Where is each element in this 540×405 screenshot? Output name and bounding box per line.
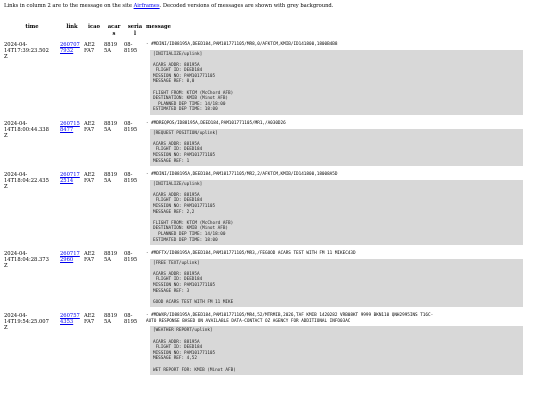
header-acars: acar s bbox=[107, 24, 121, 37]
row-link[interactable]: 260717 2960 bbox=[60, 251, 80, 264]
row-time: 2024-04- 14T18:04:28.373 Z bbox=[4, 251, 49, 270]
messages-table bbox=[4, 24, 524, 375]
row-icao: AE2 FA7 bbox=[84, 313, 95, 326]
header-time: time bbox=[25, 24, 39, 30]
row-message bbox=[146, 42, 524, 115]
row-time: 2024-04- 14T18:00:44.338 Z bbox=[4, 121, 49, 140]
decoded-message: [INITIALIZE/uplink] ACARS ADDR: 88195A FLIGHT ID: DEED184 MISSION NO: PAM101771105 MESSAGE REF: 2,2 FLIGHT FROM: KTCM (McChord AFB) DESTINATION: KMIB (Minot AFB) PLANNED DEP TIME: 14/18:00 ESTIMATED DEP TIME: 18:00 bbox=[150, 180, 523, 246]
decoded-message: [WEATHER REPORT/uplink] ACARS ADDR: 88195A FLIGHT ID: DEED184 MISSION NO: PAM101771105 MESSAGE REF: 4,52 WET REPORT FOR: KMIB (Minot AFB) bbox=[150, 326, 523, 375]
row-icao: AE2 FA7 bbox=[84, 251, 95, 264]
row-message bbox=[146, 251, 524, 307]
row-acars: 8819 5A bbox=[104, 251, 118, 264]
row-message bbox=[146, 313, 524, 375]
row-serial: 08- 8195 bbox=[124, 172, 138, 185]
header-message: message bbox=[146, 24, 171, 30]
row-link[interactable]: 260715 8477 bbox=[60, 121, 80, 134]
table-row bbox=[4, 121, 524, 166]
row-time: 2024-04- 14T19:54:25.007 Z bbox=[4, 313, 49, 332]
raw-message: - #MDINI/ID88195A,DEED184,PAM101771105/MR2,2/AFKTCM,KMIB/ID141800,18008A5D bbox=[146, 172, 338, 178]
row-icao: AE2 FA7 bbox=[84, 121, 95, 134]
row-serial: 08- 8195 bbox=[124, 313, 138, 326]
table-row bbox=[4, 172, 524, 245]
row-serial: 08- 8195 bbox=[124, 251, 138, 264]
header-serial: seria l bbox=[127, 24, 143, 37]
decoded-message: [REQUEST POSITION/uplink] ACARS ADDR: 88195A FLIGHT ID: DEED184 MISSION NO: PAM101771105 MESSAGE REF: 1 bbox=[150, 129, 523, 167]
header-icao: icao bbox=[88, 24, 100, 30]
raw-message: - #MDINI/ID88195A,DEED184,PAM101771105/MR8,0/AFKTCM,KMIB/ID141800,1800B4B8 bbox=[146, 42, 338, 47]
table-row bbox=[4, 313, 524, 375]
table-row bbox=[4, 251, 524, 307]
airframes-link[interactable]: Airframes bbox=[133, 3, 160, 9]
row-serial: 08- 8195 bbox=[124, 42, 138, 54]
row-icao: AE2 FA7 bbox=[84, 172, 95, 185]
intro-after: . Decoded versions of messages are shown with grey background. bbox=[159, 3, 334, 9]
raw-message: - #MDFTX/ID88195A,DEED184,PAM101771105/MR3,/FEGOOD ACARS TEST WITH FM 11 MIKEC43D bbox=[146, 251, 356, 257]
intro-text bbox=[4, 3, 333, 9]
table-header-row bbox=[4, 24, 524, 42]
row-time: 2024-04- 14T18:04:22.435 Z bbox=[4, 172, 49, 191]
raw-message: - #MDWXR/ID88195A,DEED184,PAM101771105/MR4,52/MTRMIB,2026,TAF KMIB 1420282 VRB08KT 9999 BKN110 QNH2995INS T16C- AUTO RESPONSE BASED ON AVAILABLE DATA-CONTACT OZ AGENCY FOR ADDITIONAL INFO03AC bbox=[146, 313, 434, 324]
row-link[interactable]: 260707 7932 bbox=[60, 42, 80, 54]
row-icao: AE2 FA7 bbox=[84, 42, 95, 54]
intro-before: Links in column 2 are to the message on the site bbox=[4, 3, 134, 9]
row-time: 2024-04- 14T17:39:23.502 Z bbox=[4, 42, 49, 60]
row-acars: 8819 5A bbox=[104, 172, 118, 185]
row-acars: 8819 5A bbox=[104, 42, 118, 54]
row-link[interactable]: 260757 4353 bbox=[60, 313, 80, 326]
decoded-message: [FREE TEXT/uplink] ACARS ADDR: 88195A FLIGHT ID: DEED184 MISSION NO: PAM101771105 MESSAGE REF: 3 GOOD ACARS TEST WITH FM 11 MIKE bbox=[150, 259, 523, 308]
raw-message: - #MDREQPOS/ID88195A,DEED184,PAM101771105/MR1,/A030D26 bbox=[146, 121, 286, 127]
table-row bbox=[4, 42, 524, 115]
row-acars: 8819 5A bbox=[104, 313, 118, 326]
header-link: link bbox=[66, 24, 78, 30]
row-serial: 08- 8195 bbox=[124, 121, 138, 134]
row-message bbox=[146, 121, 524, 166]
row-acars: 8819 5A bbox=[104, 121, 118, 134]
row-message bbox=[146, 172, 524, 245]
row-link[interactable]: 260717 2514 bbox=[60, 172, 80, 185]
decoded-message: [INITIALIZE/uplink] ACARS ADDR: 88195A FLIGHT ID: DEED184 MISSION NO: PAM101771105 MESSAGE REF: 0,0 FLIGHT FROM: KTCM (McChord AFB) DESTINATION: KMIB (Minot AFB) PLANNED DEP TIME: 14/18:00 ESTIMATED DEP TIME: 18:00 bbox=[150, 50, 523, 116]
